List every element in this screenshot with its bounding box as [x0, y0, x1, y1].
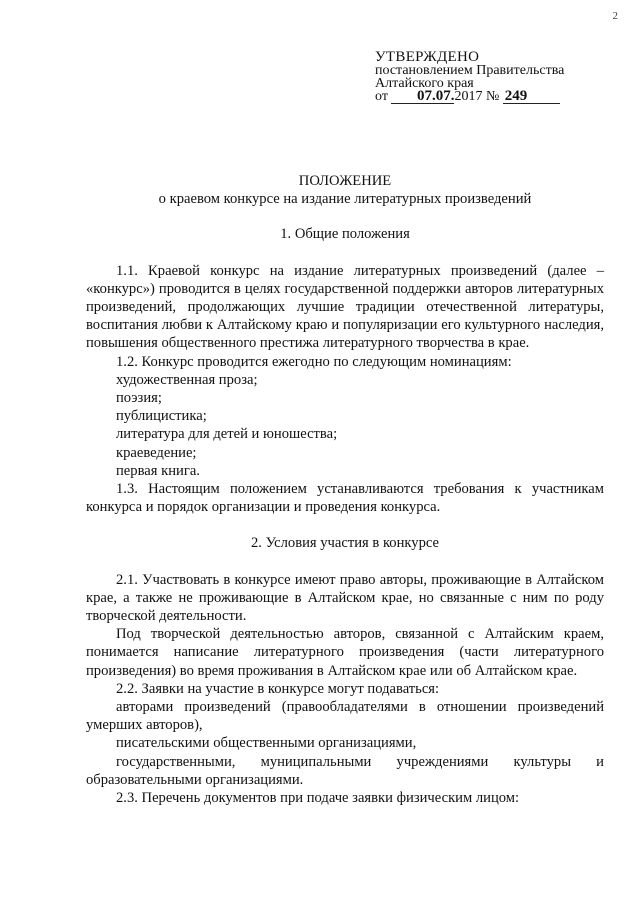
paragraph-1-1: 1.1. Краевой конкурс на издание литературных произведений (далее – «конкурс») проводится в целях государственной поддержки авторов литературных произведений, продолжающих лучшие традиции отечественной литературы, воспитания любви к Алтайскому краю и популяризации его культурного наследия, повышения общественного престижа литературного творчества в крае.	[86, 262, 604, 352]
approval-date-row	[375, 90, 615, 104]
applicant-item: авторами произведений (правообладателями в отношении произведений умерших авторов),	[86, 699, 604, 734]
section2-heading: 2. Условия участия в конкурсе	[250, 535, 440, 552]
paragraph-2-2: 2.2. Заявки на участие в конкурсе могут подаваться:	[116, 680, 440, 697]
applicant-item: государственными, муниципальными учреждениями культуры и образовательными организациями.	[86, 753, 604, 788]
document-title: ПОЛОЖЕНИЕ	[298, 173, 392, 189]
nomination-item: публицистика;	[116, 408, 207, 425]
approval-date-prefix: от	[375, 89, 388, 104]
approval-title: УТВЕРЖДЕНО	[375, 49, 480, 65]
paragraph-1-2: 1.2. Конкурс проводится ежегодно по следующим номинациям:	[116, 353, 512, 370]
document-subtitle: о краевом конкурсе на издание литературных произведений	[158, 191, 532, 208]
approval-number: 249	[503, 90, 560, 104]
paragraph-1-3: 1.3. Настоящим положением устанавливаются требования к участникам конкурса и порядок организации и проведения конкурса.	[86, 481, 604, 516]
approval-year: 2017 №	[454, 89, 500, 104]
paragraph-2-3: 2.3. Перечень документов при подаче заявки физическим лицом:	[116, 790, 520, 807]
approval-stamp	[375, 50, 615, 104]
applicant-item: писательскими общественными организациями,	[116, 735, 417, 752]
nomination-item: художественная проза;	[116, 371, 258, 388]
nomination-item: литература для детей и юношества;	[116, 426, 338, 443]
nomination-item: первая книга.	[116, 462, 200, 479]
approval-line2: Алтайского края	[375, 76, 474, 91]
section1-heading: 1. Общие положения	[280, 226, 410, 243]
page-number: 2	[612, 10, 618, 22]
approval-date-value: 07.07.	[391, 90, 454, 104]
paragraph-2-1: 2.1. Участвовать в конкурсе имеют право авторы, проживающие в Алтайском крае, а также не проживающие в Алтайском крае, но связанные с ним по роду творческой деятельности.	[86, 571, 604, 625]
document-body	[86, 172, 604, 807]
nomination-item: краеведение;	[116, 444, 197, 461]
nomination-item: поэзия;	[116, 390, 162, 407]
approval-line1: постановлением Правительства	[375, 63, 565, 78]
paragraph-2-1-definition: Под творческой деятельностью авторов, связанной с Алтайским краем, понимается написание литературного произведения (части литературного произведения) во время проживания в Алтайском крае или об Алтайском крае.	[86, 626, 604, 679]
